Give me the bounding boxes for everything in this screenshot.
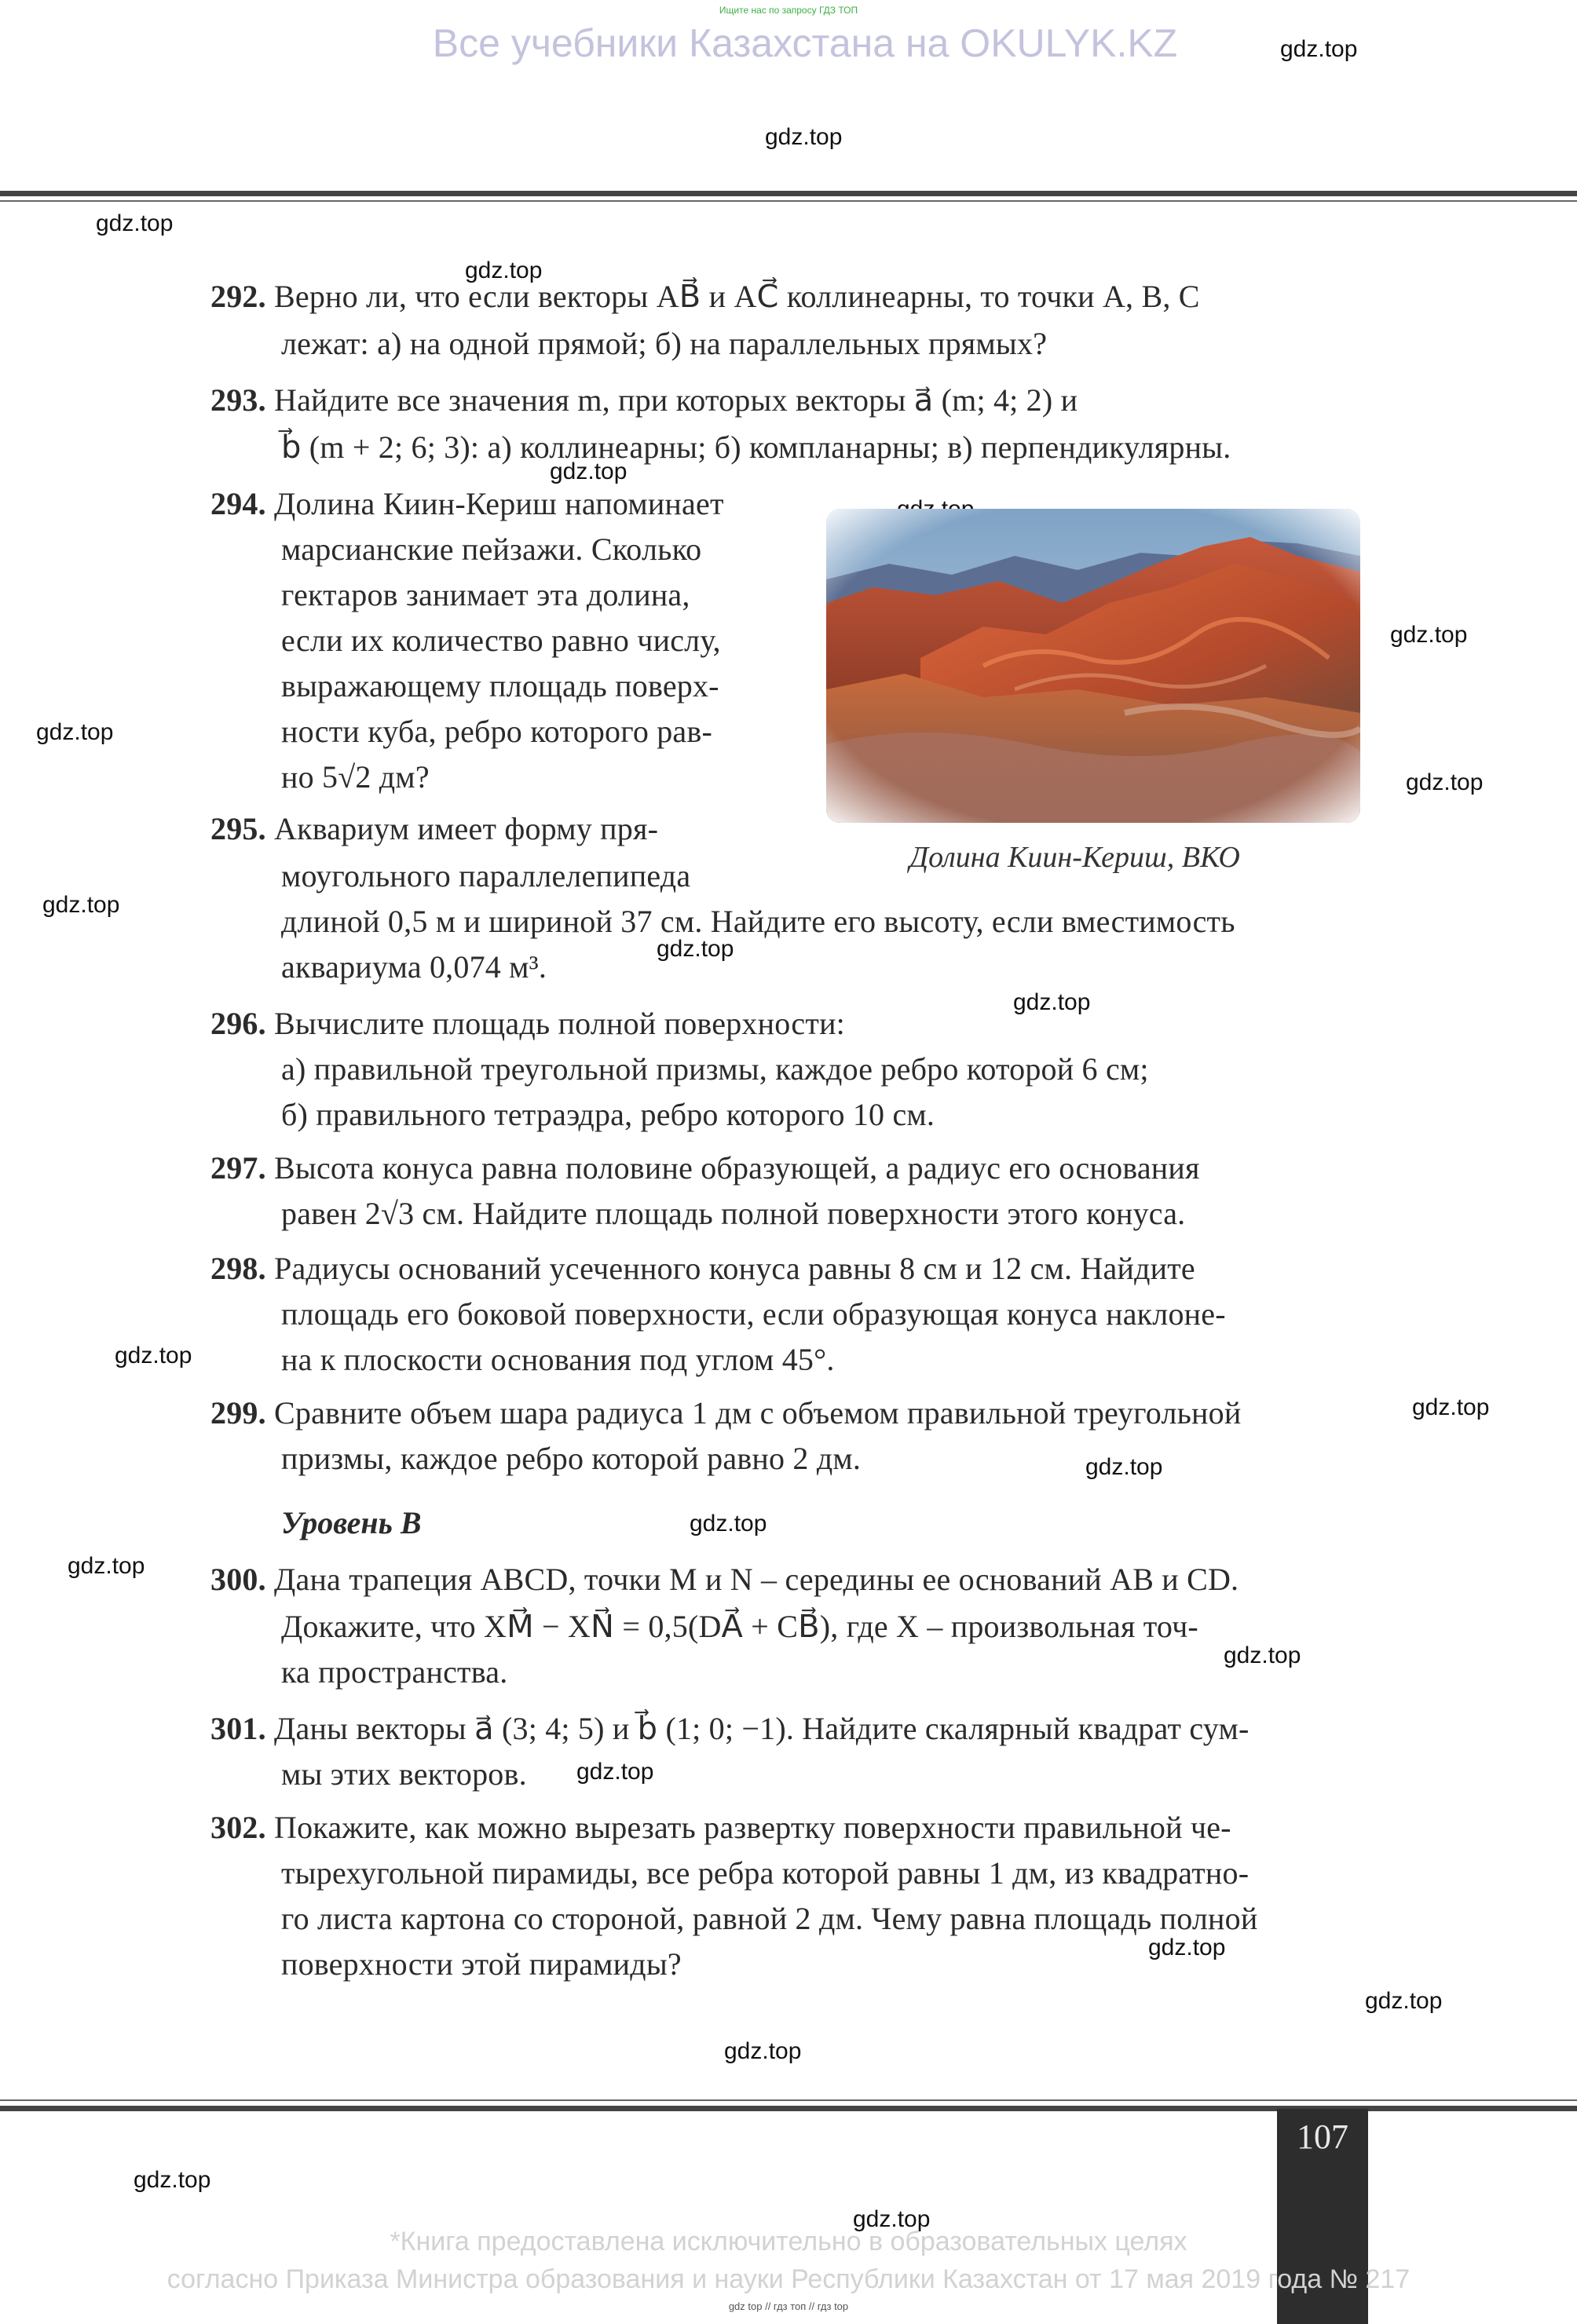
problem-text: Дана трапеция ABCD, точки M и N – середины ее оснований AB и CD. bbox=[274, 1562, 1239, 1597]
problem-294-line: гектаров занимает эта долина, bbox=[281, 577, 690, 612]
problem-294-line: выражающему площадь поверх- bbox=[281, 668, 719, 703]
problem-293 bbox=[210, 382, 1078, 418]
problem-302-line: тырехугольной пирамиды, все ребра которой равны 1 дм, из квадратно- bbox=[281, 1855, 1250, 1891]
problem-294-line: если их количество равно числу, bbox=[281, 623, 721, 658]
problem-302-line: поверхности этой пирамиды? bbox=[281, 1946, 682, 1982]
watermark: gdz.top bbox=[115, 1343, 192, 1368]
problem-number: 295. bbox=[210, 811, 266, 846]
problem-text: Покажите, как можно вырезать развертку поверхности правильной че- bbox=[274, 1810, 1231, 1845]
watermark: gdz.top bbox=[1085, 1454, 1163, 1480]
valley-landscape-image bbox=[826, 509, 1360, 823]
footer-rule-thin bbox=[0, 2099, 1577, 2101]
problem-297 bbox=[210, 1149, 1200, 1186]
problem-294-line: ности куба, ребро которого рав- bbox=[281, 714, 712, 749]
watermark: gdz.top bbox=[1406, 769, 1484, 795]
watermark: gdz.top bbox=[1365, 1988, 1443, 2014]
watermark: gdz.top bbox=[853, 2206, 931, 2232]
bottom-links[interactable]: gdz top // гдз топ // гдз top bbox=[728, 2300, 849, 2312]
problem-text: Верно ли, что если векторы AB⃗ и AC⃗ коллинеарны, то точки A, B, C bbox=[274, 279, 1200, 314]
problem-text: Долина Киин-Кериш напоминает bbox=[274, 486, 724, 521]
problem-number: 299. bbox=[210, 1395, 266, 1431]
problem-302-line: го листа картона со стороной, равной 2 дм. Чему равна площадь полной bbox=[281, 1901, 1258, 1936]
problem-300-line: Докажите, что XM⃗ − XN⃗ = 0,5(DA⃗ + CB⃗), где X – произвольная точ- bbox=[281, 1609, 1198, 1644]
watermark: gdz.top bbox=[68, 1553, 145, 1579]
problem-294 bbox=[210, 485, 724, 522]
watermark: gdz.top bbox=[1148, 1935, 1226, 1960]
problem-number: 301. bbox=[210, 1711, 266, 1746]
valley-photo bbox=[826, 509, 1360, 823]
problem-text: Найдите все значения m, при которых векторы a⃗ (m; 4; 2) и bbox=[274, 382, 1078, 418]
problem-298 bbox=[210, 1250, 1195, 1287]
problem-number: 297. bbox=[210, 1150, 266, 1186]
header-rule-thin bbox=[0, 200, 1577, 202]
footer-note-line1: *Книга предоставлена исключительно в образовательных целях bbox=[390, 2227, 1187, 2256]
problem-text: Вычислите площадь полной поверхности: bbox=[274, 1006, 845, 1041]
watermark: gdz.top bbox=[1280, 36, 1358, 62]
problem-number: 302. bbox=[210, 1810, 266, 1845]
page-number: 107 bbox=[1297, 2118, 1348, 2156]
site-banner[interactable]: Все учебники Казахстана на OKULYK.KZ bbox=[432, 21, 1178, 65]
watermark: gdz.top bbox=[1013, 989, 1091, 1015]
watermark: gdz.top bbox=[1412, 1394, 1490, 1420]
problem-300-line: ка пространства. bbox=[281, 1654, 508, 1690]
watermark: gdz.top bbox=[1224, 1643, 1301, 1668]
problem-301-line: мы этих векторов. bbox=[281, 1756, 527, 1792]
problem-295-line: длиной 0,5 м и шириной 37 см. Найдите его высоту, если вместимость bbox=[281, 904, 1235, 939]
watermark: gdz.top bbox=[576, 1759, 654, 1785]
problem-text: Аквариум имеет форму пря- bbox=[274, 811, 659, 846]
problem-number: 296. bbox=[210, 1006, 266, 1041]
watermark: gdz.top bbox=[724, 2038, 802, 2064]
problem-292-line: лежат: а) на одной прямой; б) на параллельных прямых? bbox=[281, 326, 1048, 361]
problem-299 bbox=[210, 1394, 1241, 1431]
watermark: gdz.top bbox=[42, 892, 120, 918]
watermark: gdz.top bbox=[657, 936, 734, 962]
problem-number: 298. bbox=[210, 1251, 266, 1286]
problem-number: 292. bbox=[210, 279, 266, 314]
watermark: gdz.top bbox=[1390, 622, 1468, 648]
level-b-heading: Уровень B bbox=[281, 1505, 422, 1540]
problem-295-line: моугольного параллелепипеда bbox=[281, 858, 691, 893]
problem-number: 300. bbox=[210, 1562, 266, 1597]
problem-294-line: но 5√2 дм? bbox=[281, 759, 430, 795]
problem-text: Радиусы оснований усеченного конуса равны 8 см и 12 см. Найдите bbox=[274, 1251, 1195, 1286]
problem-292 bbox=[210, 278, 1200, 315]
problem-number: 294. bbox=[210, 486, 266, 521]
problem-text: Даны векторы a⃗ (3; 4; 5) и b⃗ (1; 0; −1). Найдите скалярный квадрат сум- bbox=[274, 1711, 1250, 1746]
watermark: gdz.top bbox=[465, 258, 543, 283]
watermark: gdz.top bbox=[36, 719, 114, 745]
watermark: gdz.top bbox=[765, 124, 843, 150]
problem-text: Сравните объем шара радиуса 1 дм с объемом правильной треугольной bbox=[274, 1395, 1242, 1431]
problem-298-line: площадь его боковой поверхности, если образующая конуса наклоне- bbox=[281, 1296, 1226, 1332]
watermark: gdz.top bbox=[690, 1511, 767, 1537]
problem-299-line: призмы, каждое ребро которой равно 2 дм. bbox=[281, 1441, 862, 1476]
watermark: gdz.top bbox=[134, 2167, 211, 2193]
problem-text: Высота конуса равна половине образующей, а радиус его основания bbox=[274, 1150, 1200, 1186]
problem-296-line: а) правильной треугольной призмы, каждое ребро которой 6 см; bbox=[281, 1051, 1149, 1087]
problem-295-line: аквариума 0,074 м³. bbox=[281, 949, 547, 985]
problem-297-line: равен 2√3 см. Найдите площадь полной поверхности этого конуса. bbox=[281, 1196, 1186, 1231]
problem-293-line: b⃗ (m + 2; 6; 3): а) коллинеарны; б) компланарны; в) перпендикулярны. bbox=[281, 429, 1231, 465]
problem-298-line: на к плоскости основания под углом 45°. bbox=[281, 1342, 835, 1377]
problem-295 bbox=[210, 810, 658, 847]
problem-296-line: б) правильного тетраэдра, ребро которого 10 см. bbox=[281, 1097, 935, 1132]
problem-300 bbox=[210, 1561, 1239, 1598]
watermark: gdz.top bbox=[96, 210, 174, 236]
header-rule bbox=[0, 191, 1577, 196]
footer-note-line2: согласно Приказа Министра образования и науки Республики Казахстан от 17 мая 2019 года № 217 bbox=[166, 2264, 1411, 2294]
problem-294-line: марсианские пейзажи. Сколько bbox=[281, 532, 702, 567]
problem-number: 293. bbox=[210, 382, 266, 418]
top-hint: Ищите нас по запросу ГДЗ ТОП bbox=[719, 5, 858, 16]
problem-302 bbox=[210, 1809, 1231, 1846]
watermark: gdz.top bbox=[550, 459, 628, 484]
problem-296 bbox=[210, 1005, 845, 1042]
photo-caption: Долина Киин-Кериш, ВКО bbox=[909, 841, 1240, 874]
problem-301 bbox=[210, 1710, 1249, 1747]
